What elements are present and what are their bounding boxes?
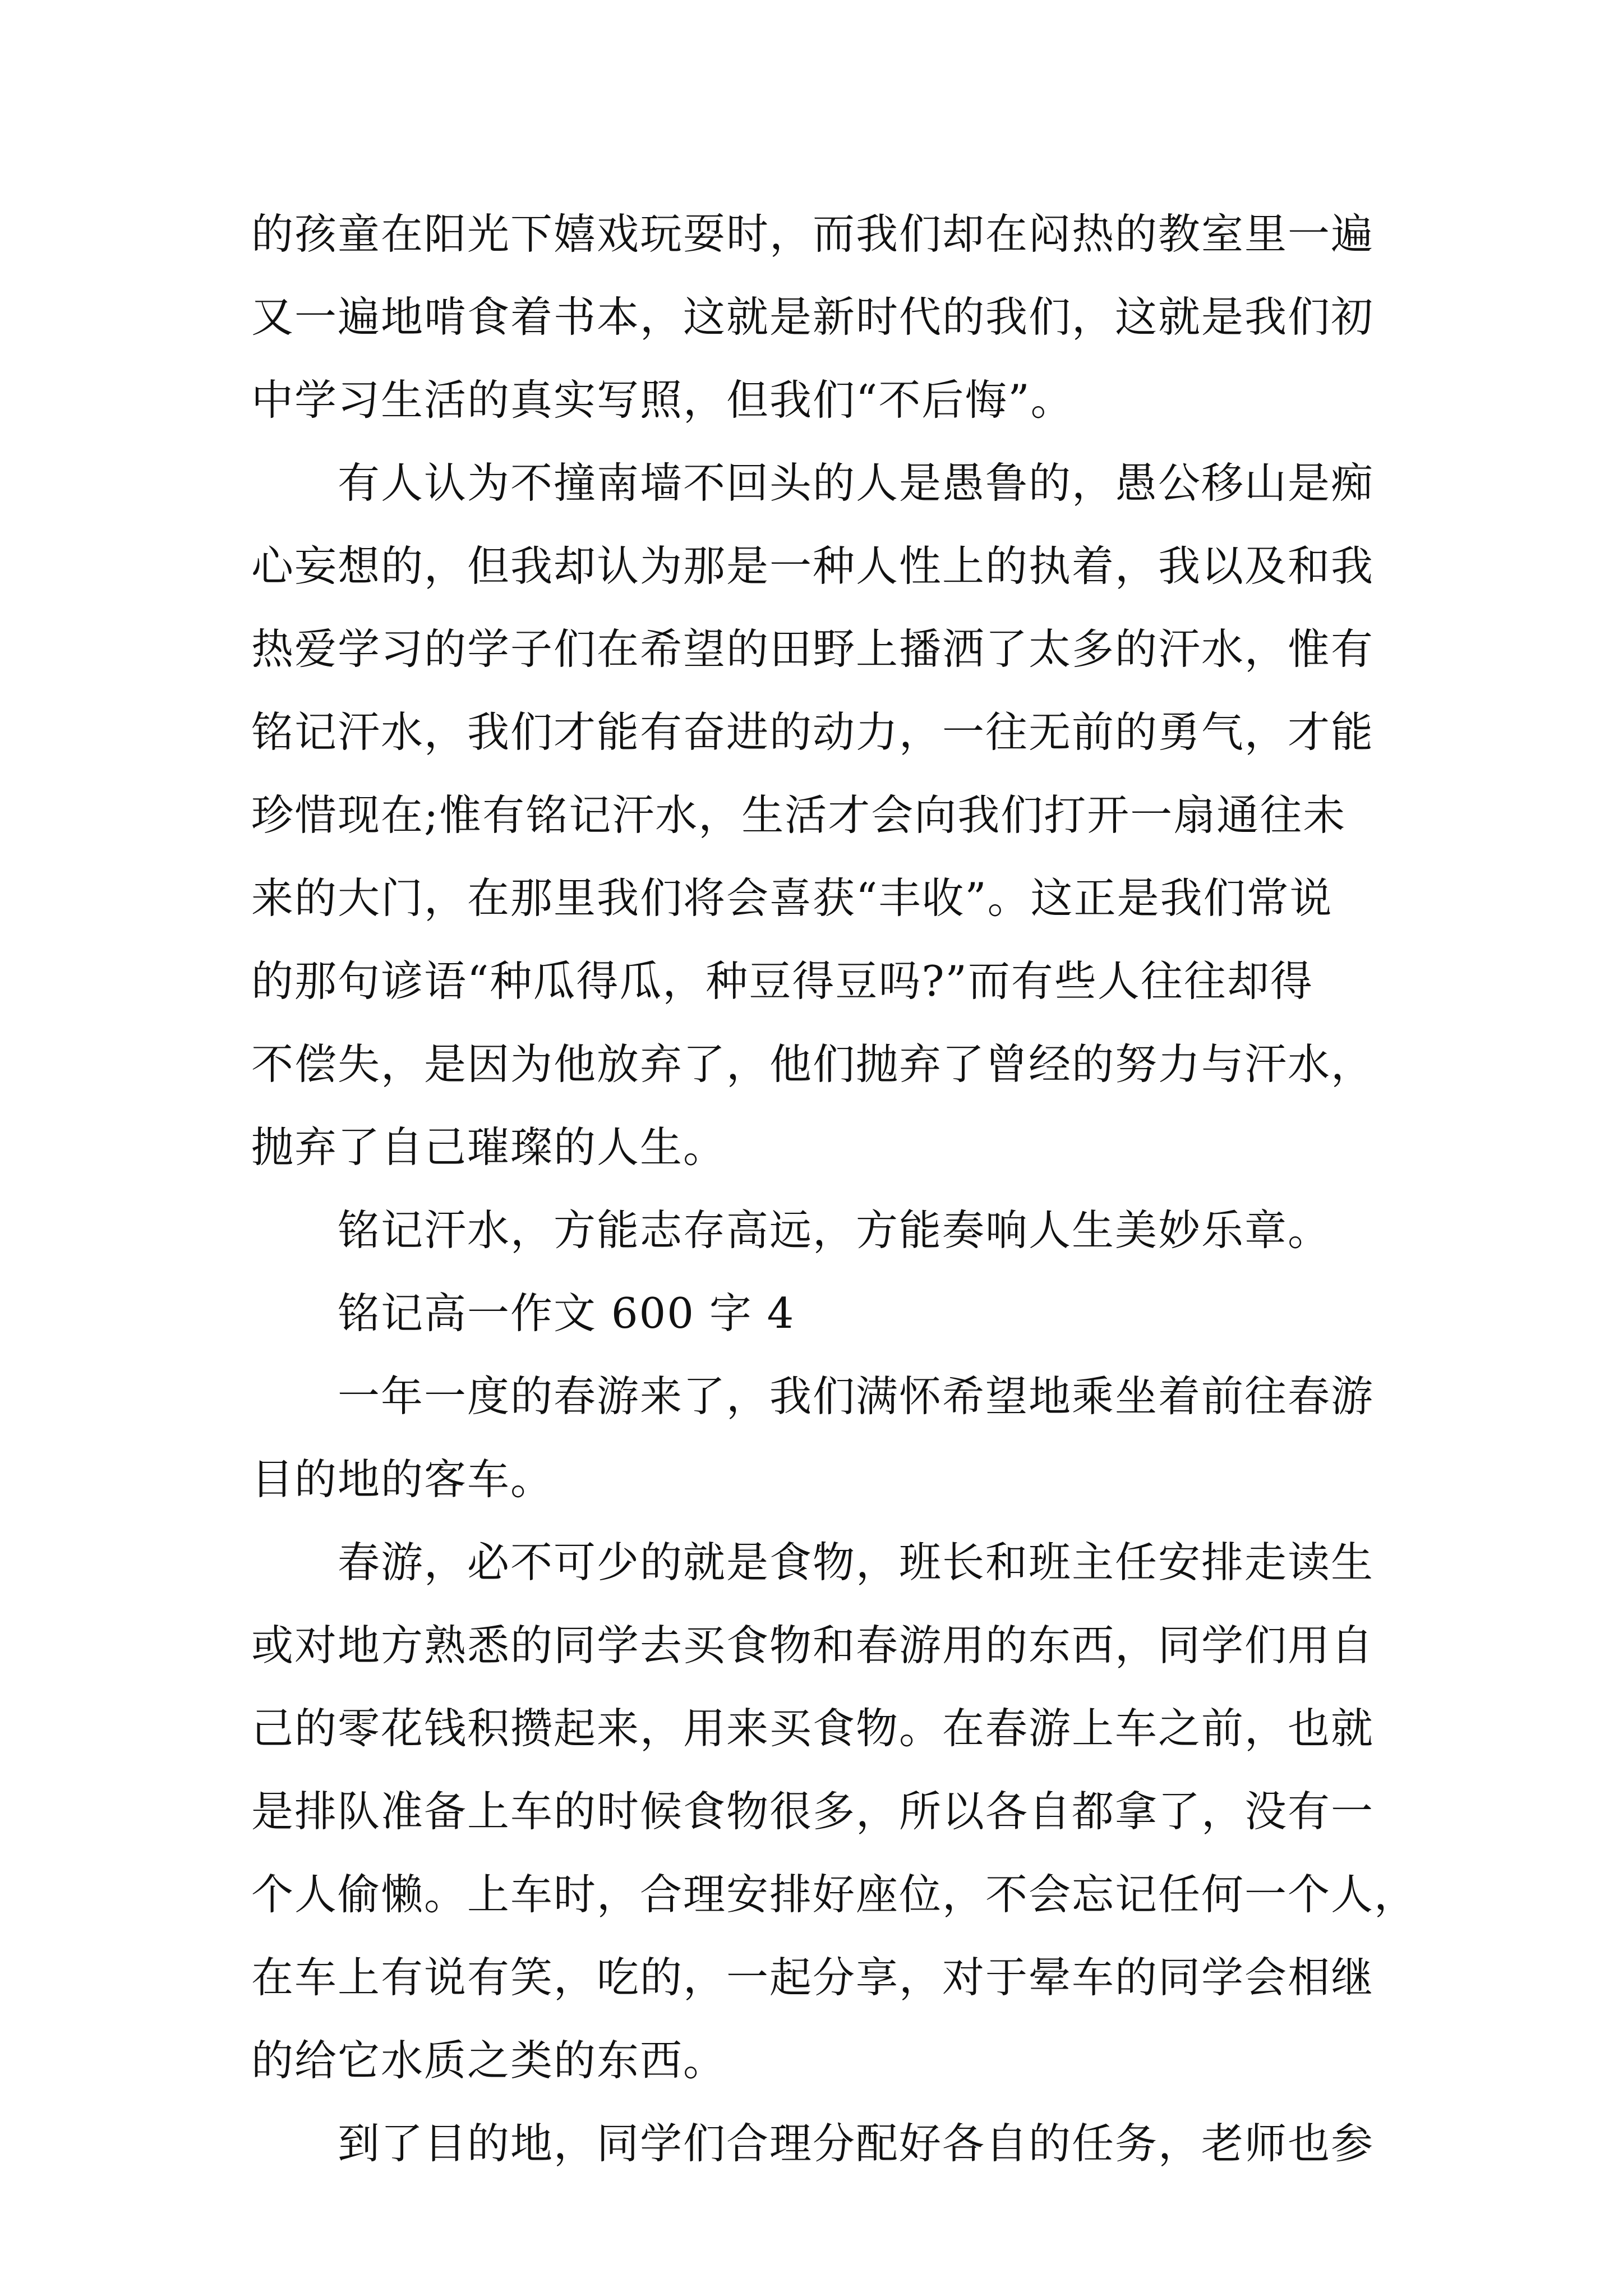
paragraph-first-line: 一年一度的春游来了，我们满怀希望地乘坐着前往春游	[338, 1372, 1375, 1421]
text-line: 铭记汗水，我们才能有奋进的动力，一往无前的勇气，才能	[251, 707, 1375, 757]
text-line: 目的地的客车。	[251, 1455, 554, 1504]
text-line: 又一遍地啃食着书本，这就是新时代的我们，这就是我们初	[251, 292, 1375, 342]
text-line: 热爱学习的学子们在希望的田野上播洒了太多的汗水，惟有	[251, 624, 1375, 674]
text-line: 己的零花钱积攒起来，用来买食物。在春游上车之前，也就	[251, 1704, 1375, 1753]
text-line: 个人偷懒。上车时，合理安排好座位，不会忘记任何一个人，	[251, 1870, 1418, 1919]
text-line: 的那句谚语“种瓜得瓜，种豆得豆吗?”而有些人往往却得	[251, 956, 1313, 1006]
text-line: 珍惜现在;惟有铭记汗水，生活才会向我们打开一扇通往未	[251, 790, 1347, 840]
paragraph-first-line: 到了目的地，同学们合理分配好各自的任务，老师也参	[338, 2119, 1375, 2168]
paragraph-first-line: 铭记汗水，方能志存高远，方能奏响人生美妙乐章。	[338, 1205, 1331, 1255]
text-line: 在车上有说有笑，吃的，一起分享，对于晕车的同学会相继	[251, 1953, 1375, 2002]
paragraph-first-line: 春游，必不可少的就是食物，班长和班主任安排走读生	[338, 1538, 1375, 1587]
text-line: 的给它水质之类的东西。	[251, 2036, 727, 2085]
text-line: 中学习生活的真实写照，但我们“不后悔”。	[251, 375, 1074, 425]
section-heading: 铭记高一作文 600 字 4	[338, 1289, 795, 1338]
text-line: 不偿失，是因为他放弃了，他们抛弃了曾经的努力与汗水，	[251, 1039, 1375, 1089]
text-line: 来的大门，在那里我们将会喜获“丰收”。这正是我们常说	[251, 873, 1333, 923]
text-line: 心妄想的，但我却认为那是一种人性上的执着，我以及和我	[251, 541, 1375, 591]
paragraph-first-line: 有人认为不撞南墙不回头的人是愚鲁的，愚公移山是痴	[338, 458, 1375, 508]
text-line: 或对地方熟悉的同学去买食物和春游用的东西，同学们用自	[251, 1621, 1375, 1670]
text-line: 的孩童在阳光下嬉戏玩耍时，而我们却在闷热的教室里一遍	[251, 209, 1375, 259]
text-line: 抛弃了自己璀璨的人生。	[251, 1122, 727, 1172]
text-line: 是排队准备上车的时候食物很多，所以各自都拿了，没有一	[251, 1787, 1375, 1836]
